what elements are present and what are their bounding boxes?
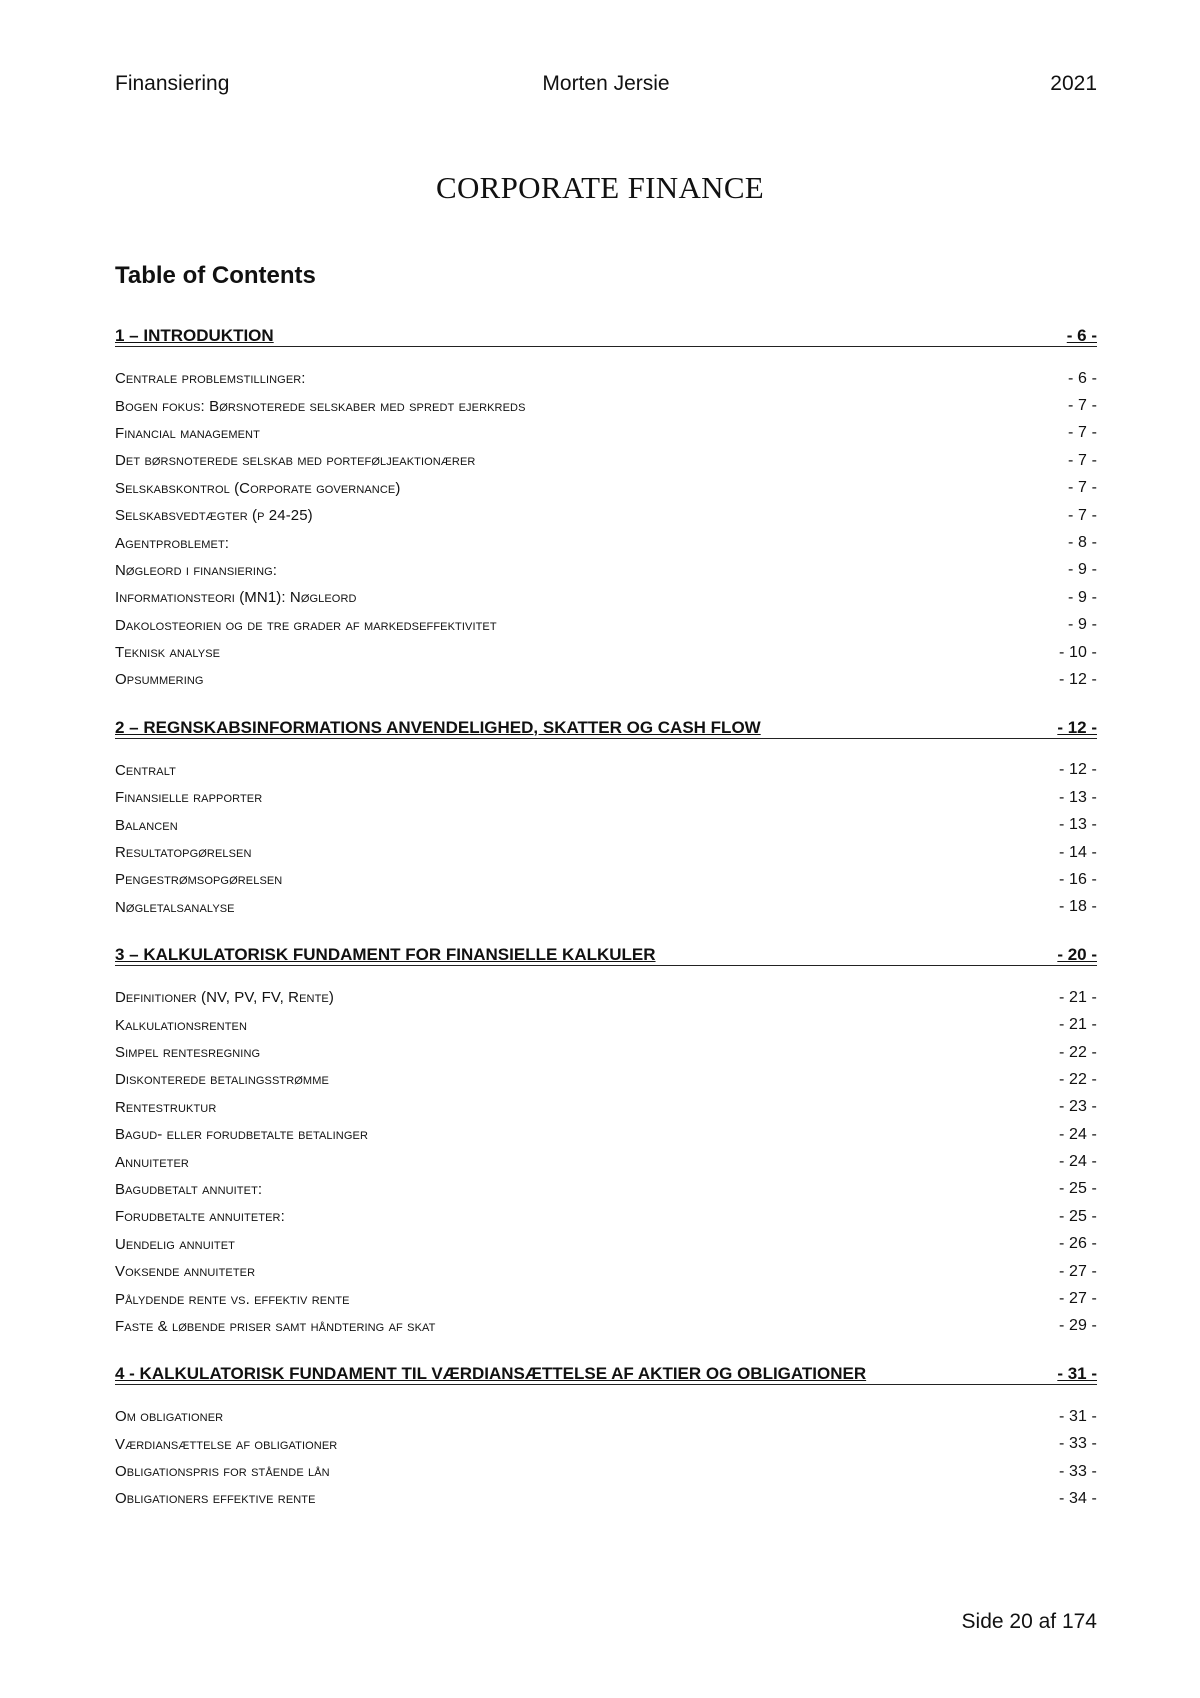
- toc-entry[interactable]: [115, 1094, 1097, 1121]
- toc-entry-title: Dakolosteorien og de tre grader af markedseffektivitet: [115, 616, 497, 634]
- toc-entry-page: - 6 -: [1068, 369, 1097, 387]
- toc-entry-page: - 24 -: [1059, 1153, 1097, 1171]
- toc-section-title: 3 – KALKULATORISK FUNDAMENT FOR FINANSIELLE KALKULER: [115, 945, 656, 965]
- toc-entry-title: Obligationspris for stående lån: [115, 1463, 330, 1481]
- toc-entry-page: - 16 -: [1059, 870, 1097, 888]
- toc-entry-title: Selskabskontrol (Corporate governance): [115, 479, 401, 497]
- toc-entry[interactable]: [115, 612, 1097, 639]
- toc-entry[interactable]: [115, 894, 1097, 921]
- toc-entry-title: Forudbetalte annuiteter:: [115, 1208, 285, 1226]
- toc-entry[interactable]: [115, 1458, 1097, 1485]
- toc-section-title: 2 – REGNSKABSINFORMATIONS ANVENDELIGHED, SKATTER OG CASH FLOW: [115, 717, 761, 737]
- toc-entry[interactable]: [115, 502, 1097, 529]
- toc-section: [115, 1362, 1097, 1513]
- toc-entry-page: - 9 -: [1068, 616, 1097, 634]
- toc-entry-page: - 29 -: [1059, 1317, 1097, 1335]
- toc-entry-title: Nøgleord i finansiering:: [115, 561, 278, 579]
- toc-entry-title: Definitioner (NV, PV, FV, Rente): [115, 989, 334, 1007]
- toc-entry[interactable]: [115, 1258, 1097, 1285]
- toc-entry-title: Selskabsvedtægter (p 24-25): [115, 507, 313, 525]
- header-subject: Finansiering: [115, 72, 230, 95]
- toc-entry-page: - 22 -: [1059, 1070, 1097, 1088]
- toc-entry-page: - 9 -: [1068, 561, 1097, 579]
- toc-entry-page: - 23 -: [1059, 1098, 1097, 1116]
- toc-entry-title: Nøgletalsanalyse: [115, 898, 235, 916]
- toc-entry[interactable]: [115, 1231, 1097, 1258]
- toc-entry-page: - 13 -: [1059, 816, 1097, 834]
- toc-entry-page: - 7 -: [1068, 479, 1097, 497]
- toc-entry-title: Uendelig annuitet: [115, 1235, 235, 1253]
- toc-entry[interactable]: [115, 1431, 1097, 1458]
- toc-entry-title: Centrale problemstillinger:: [115, 370, 306, 388]
- toc-entry[interactable]: [115, 1313, 1097, 1340]
- table-of-contents: [115, 324, 1097, 1513]
- toc-entry-page: - 21 -: [1059, 1016, 1097, 1034]
- toc-entry[interactable]: [115, 1485, 1097, 1512]
- toc-entry-page: - 25 -: [1059, 1207, 1097, 1225]
- header-author: Morten Jersie: [542, 72, 670, 95]
- toc-section-page: - 20 -: [1057, 945, 1097, 965]
- toc-entry-page: - 18 -: [1059, 898, 1097, 916]
- toc-entry-page: - 33 -: [1059, 1435, 1097, 1453]
- toc-entry-title: Det børsnoterede selskab med porteføljeaktionærer: [115, 452, 476, 470]
- toc-entry-title: Rentestruktur: [115, 1098, 217, 1116]
- toc-entry[interactable]: [115, 447, 1097, 474]
- toc-entry-page: - 27 -: [1059, 1262, 1097, 1280]
- toc-entry-title: Balancen: [115, 816, 178, 834]
- toc-entry-page: - 27 -: [1059, 1290, 1097, 1308]
- toc-entry-page: - 14 -: [1059, 843, 1097, 861]
- toc-entry-page: - 12 -: [1059, 670, 1097, 688]
- toc-entry-title: Financial management: [115, 424, 260, 442]
- toc-entry[interactable]: [115, 1176, 1097, 1203]
- toc-entry-page: - 12 -: [1059, 761, 1097, 779]
- toc-entry[interactable]: [115, 420, 1097, 447]
- toc-entry-page: - 8 -: [1068, 534, 1097, 552]
- toc-entry-title: Agentproblemet:: [115, 534, 230, 552]
- toc-entry-title: Finansielle rapporter: [115, 789, 263, 807]
- toc-entry-title: Obligationers effektive rente: [115, 1490, 316, 1508]
- toc-entry-title: Diskonterede betalingsstrømme: [115, 1071, 329, 1089]
- toc-entry-title: Informationsteori (MN1): Nøgleord: [115, 589, 357, 607]
- toc-entry-title: Kalkulationsrenten: [115, 1016, 248, 1034]
- toc-entry-page: - 21 -: [1059, 988, 1097, 1006]
- toc-entry[interactable]: [115, 1039, 1097, 1066]
- toc-section: [115, 716, 1097, 921]
- toc-entry[interactable]: [115, 984, 1097, 1011]
- toc-entry[interactable]: [115, 639, 1097, 666]
- toc-entry-title: Voksende annuiteter: [115, 1263, 256, 1281]
- toc-entry-title: Bogen fokus: Børsnoterede selskaber med spredt ejerkreds: [115, 397, 526, 415]
- toc-entry-title: Centralt: [115, 761, 176, 779]
- toc-entry-title: Værdiansættelse af obligationer: [115, 1435, 338, 1453]
- toc-entry[interactable]: [115, 1066, 1097, 1093]
- toc-entry-page: - 7 -: [1068, 506, 1097, 524]
- toc-section-link[interactable]: [115, 324, 1097, 347]
- toc-entry[interactable]: [115, 757, 1097, 784]
- toc-entry[interactable]: [115, 1285, 1097, 1312]
- page-header: [115, 72, 1097, 102]
- toc-entry-page: - 24 -: [1059, 1125, 1097, 1143]
- toc-heading: Table of Contents: [115, 262, 316, 289]
- toc-entry-title: Annuiteter: [115, 1153, 189, 1171]
- toc-entry[interactable]: [115, 784, 1097, 811]
- toc-section: [115, 943, 1097, 1340]
- toc-entry[interactable]: [115, 557, 1097, 584]
- toc-entry[interactable]: [115, 365, 1097, 392]
- toc-section-link[interactable]: [115, 1362, 1097, 1385]
- toc-entry-title: Faste & løbende priser samt håndtering af skat: [115, 1317, 436, 1335]
- toc-entry-title: Bagud- eller forudbetalte betalinger: [115, 1126, 368, 1144]
- toc-entry-page: - 7 -: [1068, 451, 1097, 469]
- header-year: 2021: [1050, 72, 1097, 95]
- toc-entry[interactable]: [115, 811, 1097, 838]
- toc-section-link[interactable]: [115, 943, 1097, 966]
- toc-entry[interactable]: [115, 1403, 1097, 1430]
- toc-entry[interactable]: [115, 475, 1097, 502]
- toc-entry[interactable]: [115, 1148, 1097, 1175]
- toc-entry-page: - 25 -: [1059, 1180, 1097, 1198]
- toc-entry-title: Opsummering: [115, 671, 204, 689]
- toc-entry[interactable]: [115, 392, 1097, 419]
- toc-entry[interactable]: [115, 866, 1097, 893]
- toc-entry-page: - 10 -: [1059, 643, 1097, 661]
- toc-entry-title: Simpel rentesregning: [115, 1044, 261, 1061]
- toc-section-title: 1 – INTRODUKTION: [115, 326, 274, 345]
- toc-section-page: - 12 -: [1057, 717, 1097, 737]
- toc-entry-page: - 13 -: [1059, 788, 1097, 806]
- toc-entry-page: - 26 -: [1059, 1235, 1097, 1253]
- toc-entry-page: - 9 -: [1068, 588, 1097, 606]
- toc-entry-title: Bagudbetalt annuitet:: [115, 1180, 263, 1198]
- toc-section-link[interactable]: [115, 716, 1097, 739]
- document-title: CORPORATE FINANCE: [435, 170, 765, 205]
- toc-entry[interactable]: [115, 584, 1097, 611]
- toc-entry-page: - 33 -: [1059, 1462, 1097, 1480]
- toc-entry[interactable]: [115, 1011, 1097, 1038]
- page-number: Side 20 af 174: [961, 1610, 1097, 1633]
- toc-entry-title: Teknisk analyse: [115, 644, 221, 662]
- toc-section: [115, 324, 1097, 694]
- toc-entry-title: Resultatopgørelsen: [115, 844, 252, 862]
- toc-entry-title: Om obligationer: [115, 1408, 224, 1426]
- toc-entry-page: - 7 -: [1068, 424, 1097, 442]
- toc-entry-title: Pålydende rente vs. effektiv rente: [115, 1290, 350, 1308]
- toc-section-page: - 31 -: [1057, 1364, 1097, 1384]
- toc-entry[interactable]: [115, 666, 1097, 693]
- toc-entry-page: - 7 -: [1068, 397, 1097, 415]
- toc-entry-page: - 22 -: [1059, 1043, 1097, 1061]
- toc-entry-title: Pengestrømsopgørelsen: [115, 871, 283, 889]
- toc-entry-page: - 31 -: [1059, 1407, 1097, 1425]
- toc-entry[interactable]: [115, 529, 1097, 556]
- toc-section-page: - 6 -: [1066, 326, 1097, 345]
- toc-section-title: 4 - KALKULATORISK FUNDAMENT TIL VÆRDIANSÆTTELSE AF AKTIER OG OBLIGATIONER: [115, 1364, 867, 1384]
- toc-entry[interactable]: [115, 839, 1097, 866]
- toc-entry[interactable]: [115, 1203, 1097, 1230]
- toc-entry[interactable]: [115, 1121, 1097, 1148]
- toc-entry-page: - 34 -: [1059, 1489, 1097, 1507]
